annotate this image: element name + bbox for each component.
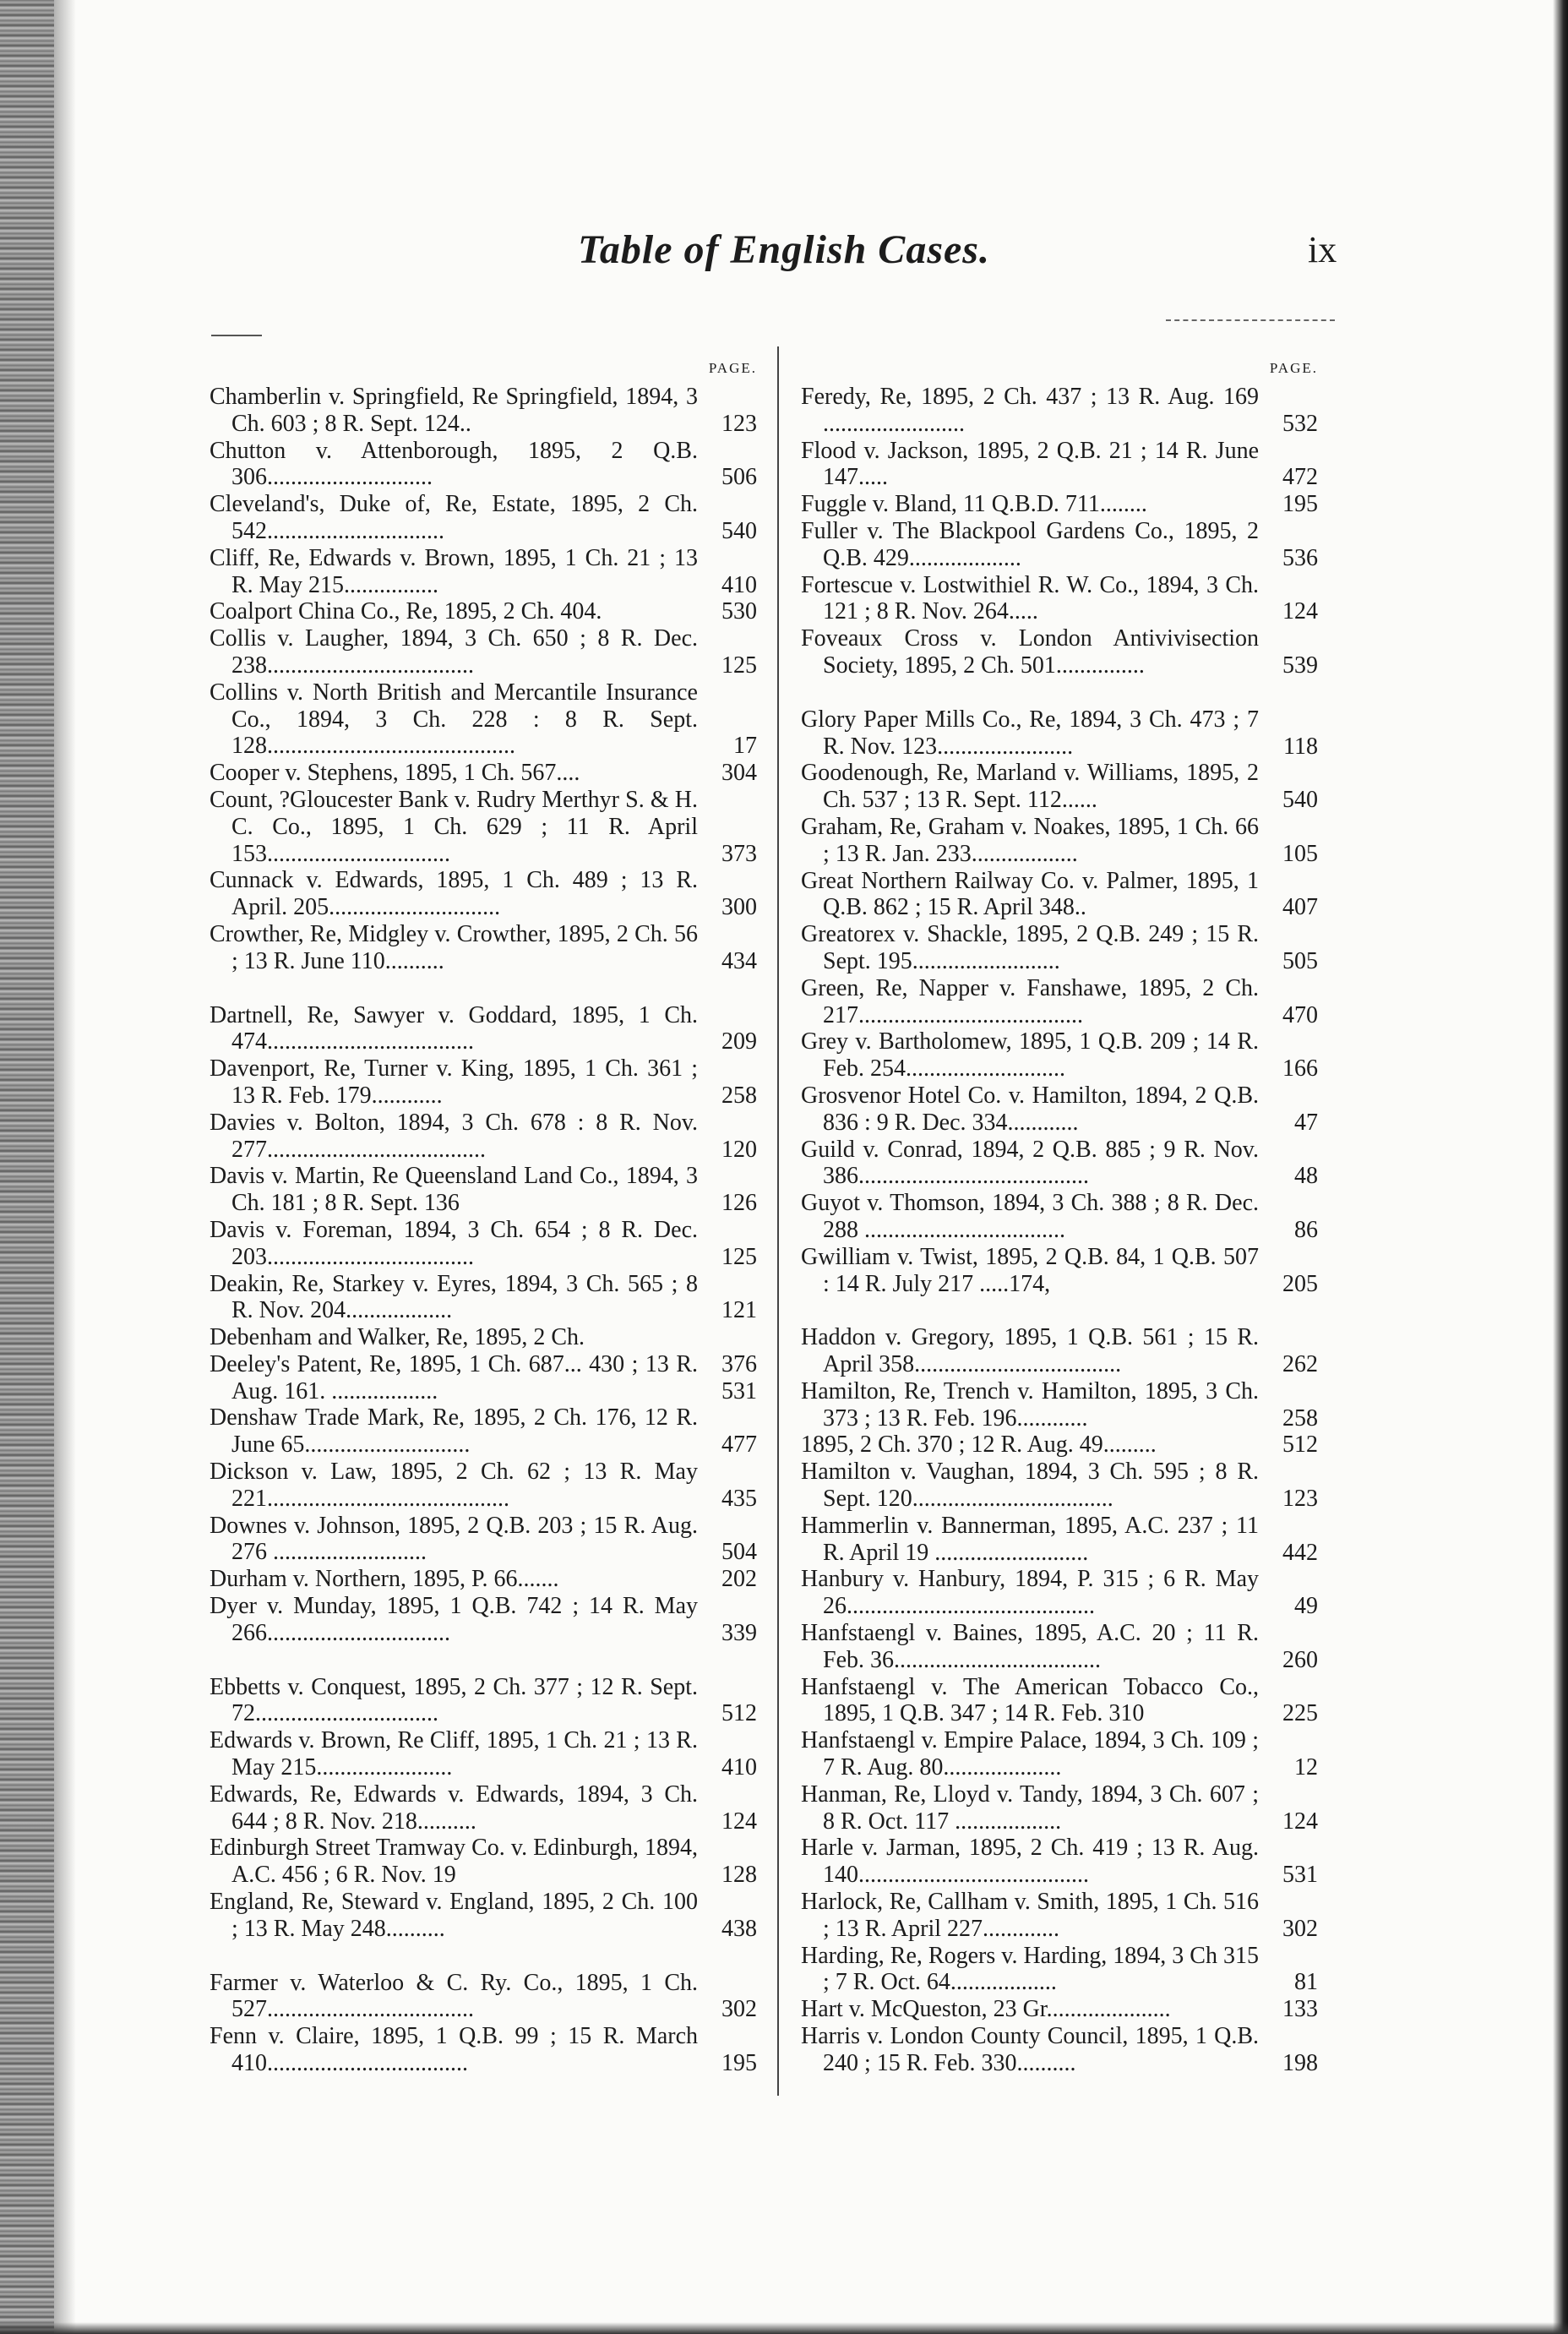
case-entry [801,1727,1318,1781]
case-entry [210,384,757,438]
case-page-number: 17 [733,733,757,760]
case-citation: Deeley's Patent, Re, 1895, 1 Ch. 687... 430 ; 13 R. Aug. 161. .................. [210,1350,698,1404]
case-citation: Goodenough, Re, Marland v. Williams, 1895, 2 Ch. 537 ; 13 R. Sept. 112...... [801,760,1259,814]
case-page-number: 120 [721,1136,757,1163]
case-citation: Edwards v. Brown, Re Cliff, 1895, 1 Ch. 21 ; 13 R. May 215....................... [210,1727,698,1781]
case-page-number: 49 [1294,1593,1318,1620]
case-page-number: 530 [721,598,757,625]
case-page-number: 540 [1282,787,1318,814]
case-entry [801,706,1318,761]
case-page-number: 260 [1282,1646,1318,1673]
scan-edge-shadow [54,0,76,2334]
case-citation: Harle v. Jarman, 1895, 2 Ch. 419 ; 13 R. Aug. 140....................................... [801,1835,1259,1889]
case-citation: Hanman, Re, Lloyd v. Tandy, 1894, 3 Ch. 607 ; 8 R. Oct. 117 .................. [801,1780,1259,1835]
case-page-number: 125 [721,1243,757,1270]
case-citation: Davies v. Bolton, 1894, 3 Ch. 678 : 8 R. Nov. 277..................................... [210,1109,698,1163]
case-entry [210,1055,757,1110]
case-citation: Harding, Re, Rogers v. Harding, 1894, 3 Ch 315 ; 7 R. Oct. 64.................. [801,1942,1259,1996]
case-page-number: 133 [1282,1996,1318,2023]
case-page-number: 470 [1282,1001,1318,1028]
case-page-number: 438 [721,1915,757,1942]
case-entry [210,625,757,679]
section-gap [210,1647,757,1674]
section-gap [801,679,1318,706]
case-citation: Greatorex v. Shackle, 1895, 2 Q.B. 249 ; 15 R. Sept. 195......................... [801,921,1259,974]
case-citation: Fuller v. The Blackpool Gardens Co., 1895, 2 Q.B. 429................... [801,517,1259,571]
case-entry [801,1620,1318,1674]
case-page-number: 300 [721,894,757,921]
case-entry [210,867,757,921]
case-entry [801,2023,1318,2077]
case-citation: Glory Paper Mills Co., Re, 1894, 3 Ch. 473 ; 7 R. Nov. 123....................... [801,706,1259,760]
case-entry [210,1727,757,1781]
case-citation: Collis v. Laugher, 1894, 3 Ch. 650 ; 8 R. Dec. 238................................... [210,625,698,679]
case-entry [210,1513,757,1567]
case-citation: Denshaw Trade Mark, Re, 1895, 2 Ch. 176, 12 R. June 65............................ [210,1404,698,1459]
case-page-number: 506 [721,464,757,491]
case-entry [801,518,1318,572]
case-entry [801,438,1318,492]
case-citation: Davis v. Martin, Re Queensland Land Co., 1894, 3 Ch. 181 ; 8 R. Sept. 136 [210,1163,698,1217]
case-entry [801,1324,1318,1378]
page-column-label: PAGE. [708,360,757,376]
case-citation: Grosvenor Hotel Co. v. Hamilton, 1894, 2 Q.B. 836 : 9 R. Dec. 334............ [801,1082,1259,1136]
case-page-number: 539 [1282,652,1318,679]
case-entry [801,868,1318,922]
case-citation: Feredy, Re, 1895, 2 Ch. 437 ; 13 R. Aug. 169 ........................ [801,384,1259,437]
case-page-number: 126 [721,1190,757,1217]
case-citation: England, Re, Steward v. England, 1895, 2 Ch. 100 ; 13 R. May 248.......... [210,1889,698,1942]
case-entry [801,760,1318,814]
case-page-number: 105 [1282,840,1318,867]
case-page-number: 81 [1294,1969,1318,1996]
case-entry [210,1889,757,1943]
case-citation: Hamilton, Re, Trench v. Hamilton, 1895, 3 Ch. 373 ; 13 R. Feb. 196............ [801,1377,1259,1431]
case-page-number: 258 [721,1082,757,1109]
case-page-number: 195 [1282,491,1318,518]
case-page-number: 121 [721,1297,757,1324]
case-entry [801,491,1318,518]
case-citation: Debenham and Walker, Re, 1895, 2 Ch. [210,1324,585,1351]
case-page-number: 512 [1282,1431,1318,1459]
case-page-number: 472 [1282,464,1318,491]
case-entry [210,438,757,492]
case-entry [801,625,1318,679]
case-entry [801,1996,1318,2023]
case-entry [801,572,1318,626]
case-page-number: 442 [1282,1539,1318,1566]
case-page-number: 258 [1282,1404,1318,1431]
case-citation: Haddon v. Gregory, 1895, 1 Q.B. 561 ; 15 R. April 358................................... [801,1324,1259,1378]
case-citation: Chutton v. Attenborough, 1895, 2 Q.B. 306............................ [210,437,698,491]
case-entry [801,1190,1318,1244]
case-entry [801,1513,1318,1567]
case-entry [210,1404,757,1459]
case-entry [801,1082,1318,1137]
case-page-number: 531 [1282,1862,1318,1889]
case-page-number: 198 [1282,2049,1318,2076]
case-citation: Fuggle v. Bland, 11 Q.B.D. 711........ [801,491,1147,518]
case-entry [801,1889,1318,1943]
case-entry [210,1593,757,1647]
case-citation: Hammerlin v. Bannerman, 1895, A.C. 237 ; 11 R. April 19 .......................... [801,1512,1259,1566]
case-entry [801,1459,1318,1513]
case-entry [210,1459,757,1513]
case-citation: Graham, Re, Graham v. Noakes, 1895, 1 Ch. 66 ; 13 R. Jan. 233.................. [801,813,1259,867]
case-citation: Cliff, Re, Edwards v. Brown, 1895, 1 Ch. 21 ; 13 R. May 215................ [210,544,698,598]
case-citation: Dickson v. Law, 1895, 2 Ch. 62 ; 13 R. May 221......................................... [210,1459,698,1512]
case-entry [801,814,1318,868]
case-page-number: 505 [1282,947,1318,974]
case-page-number: 123 [1282,1486,1318,1513]
case-citation: Harris v. London County Council, 1895, 1 Q.B. 240 ; 15 R. Feb. 330.......... [801,2023,1259,2076]
case-entry [801,1137,1318,1191]
case-page-number: 12 [1294,1754,1318,1781]
case-entry [210,679,757,760]
case-citation: Fortescue v. Lostwithiel R. W. Co., 1894, 3 Ch. 121 ; 8 R. Nov. 264..... [801,571,1259,625]
page-number: ix [1308,229,1337,270]
case-citation: Foveaux Cross v. London Antivivisection Society, 1895, 2 Ch. 501............... [801,625,1259,679]
case-entry [210,1674,757,1728]
right-entries [801,384,1318,2077]
case-citation: Ebbetts v. Conquest, 1895, 2 Ch. 377 ; 12 R. Sept. 72............................... [210,1673,698,1727]
case-page-number: 195 [721,2050,757,2077]
case-citation: Edinburgh Street Tramway Co. v. Edinburgh, 1894, A.C. 456 ; 6 R. Nov. 19 [210,1835,698,1889]
case-citation: Deakin, Re, Starkey v. Eyres, 1894, 3 Ch. 565 ; 8 R. Nov. 204.................. [210,1270,698,1324]
case-entry [801,1674,1318,1728]
case-page-number: 435 [721,1485,757,1512]
case-citation: Farmer v. Waterloo & C. Ry. Co., 1895, 1 Ch. 527................................... [210,1969,698,2023]
case-entry [210,1351,757,1405]
case-entry [210,921,757,975]
case-citation: Hart v. McQueston, 23 Gr..................... [801,1996,1171,2023]
case-entry [210,787,757,867]
case-page-number: 532 [1282,410,1318,437]
case-page-number: 262 [1282,1351,1318,1378]
case-entry [210,598,757,625]
case-page-number: 118 [1283,733,1318,760]
case-citation: Cleveland's, Duke of, Re, Estate, 1895, 2 Ch. 542.............................. [210,491,698,544]
case-entry [210,491,757,545]
case-citation: Hanbury v. Hanbury, 1894, P. 315 ; 6 R. May 26.......................................... [801,1566,1259,1620]
page-title: Table of English Cases. [578,227,990,272]
header-rule-right [1166,319,1335,321]
case-citation: Durham v. Northern, 1895, P. 66....... [210,1566,559,1593]
scan-edge-bottom [0,2322,1568,2334]
case-page-number: 302 [1282,1915,1318,1942]
case-page-number: 225 [1282,1700,1318,1727]
column-divider [777,346,779,2096]
case-page-number: 47 [1294,1109,1318,1136]
case-page-number: 86 [1294,1216,1318,1243]
case-page-number: 434 [721,947,757,974]
case-entry [210,1271,757,1325]
case-citation: Green, Re, Napper v. Fanshawe, 1895, 2 Ch. 217...................................... [801,974,1259,1028]
case-entry [210,1217,757,1271]
case-citation: Hamilton v. Vaughan, 1894, 3 Ch. 595 ; 8 R. Sept. 120.................................. [801,1459,1259,1513]
case-entry [210,1110,757,1164]
case-citation: Hanfstaengl v. Empire Palace, 1894, 3 Ch. 109 ; 7 R. Aug. 80.................... [801,1727,1259,1781]
case-page-number: 205 [1282,1270,1318,1297]
case-entry [801,1244,1318,1298]
case-page-number: 124 [1282,598,1318,625]
case-citation: Guild v. Conrad, 1894, 2 Q.B. 885 ; 9 R. Nov. 386....................................... [801,1136,1259,1190]
case-citation: Edwards, Re, Edwards v. Edwards, 1894, 3 Ch. 644 ; 8 R. Nov. 218.......... [210,1780,698,1835]
case-entry [210,1324,757,1351]
case-page-number: 407 [1282,894,1318,921]
case-page-number: 540 [721,517,757,544]
case-citation: Harlock, Re, Callham v. Smith, 1895, 1 Ch. 516 ; 13 R. April 227............. [801,1889,1259,1942]
left-entries [210,384,757,2077]
section-gap [801,1297,1318,1324]
case-entry [801,1781,1318,1835]
header-rule-left [211,335,262,336]
case-citation: Cunnack v. Edwards, 1895, 1 Ch. 489 ; 13 R. April. 205............................. [210,867,698,921]
case-citation: Count, ?Gloucester Bank v. Rudry Merthyr S. & H. C. Co., 1895, 1 Ch. 629 ; 11 R. April 153............................... [210,786,698,867]
case-citation: Hanfstaengl v. Baines, 1895, A.C. 20 ; 11 R. Feb. 36................................... [801,1620,1259,1673]
case-entry [210,545,757,599]
case-citation: Davis v. Foreman, 1894, 3 Ch. 654 ; 8 R. Dec. 203................................... [210,1216,698,1270]
case-citation: Great Northern Railway Co. v. Palmer, 1895, 1 Q.B. 862 ; 15 R. April 348.. [801,867,1259,921]
case-citation: Downes v. Johnson, 1895, 2 Q.B. 203 ; 15 R. Aug. 276 .......................... [210,1512,698,1566]
case-citation: Crowther, Re, Midgley v. Crowther, 1895, 2 Ch. 56 ; 13 R. June 110.......... [210,920,698,974]
scan-edge-left [0,0,54,2334]
case-citation: Coalport China Co., Re, 1895, 2 Ch. 404. [210,598,602,625]
case-entry [801,1835,1318,1889]
case-citation: Guyot v. Thomson, 1894, 3 Ch. 388 ; 8 R. Dec. 288 .................................. [801,1190,1259,1243]
case-page-number: 123 [721,410,757,437]
case-page-number: 504 [721,1539,757,1566]
case-page-number: 166 [1282,1055,1318,1082]
case-page-number: 304 [721,760,757,787]
case-page-number: 124 [1282,1808,1318,1835]
case-entry [801,384,1318,438]
case-page-number: 209 [721,1028,757,1055]
case-entry [210,2023,757,2077]
case-citation: Cooper v. Stephens, 1895, 1 Ch. 567.... [210,760,580,787]
case-entry [210,1970,757,2024]
case-page-number: 339 [721,1619,757,1646]
case-citation: 1895, 2 Ch. 370 ; 12 R. Aug. 49......... [801,1431,1157,1459]
section-gap [210,975,757,1002]
case-page-number: 128 [721,1862,757,1889]
case-page-number: 410 [721,1754,757,1781]
case-entry [801,1566,1318,1620]
left-column [210,353,757,2077]
case-page-number: 202 [721,1566,757,1593]
case-citation: Collins v. North British and Mercantile Insurance Co., 1894, 3 Ch. 228 : 8 R. Sept. 128.......................................... [210,679,698,760]
case-citation: Grey v. Bartholomew, 1895, 1 Q.B. 209 ; 14 R. Feb. 254........................... [801,1028,1259,1082]
section-gap [210,1943,757,1970]
scan-edge-right [1553,0,1568,2334]
case-page-number: 48 [1294,1163,1318,1190]
case-entry [801,1431,1318,1459]
case-entry [210,1163,757,1217]
case-citation: Flood v. Jackson, 1895, 2 Q.B. 21 ; 14 R. June 147..... [801,437,1259,491]
case-citation: Dartnell, Re, Sawyer v. Goddard, 1895, 1 Ch. 474................................... [210,1001,698,1055]
case-citation: Dyer v. Munday, 1895, 1 Q.B. 742 ; 14 R. May 266............................... [210,1593,698,1646]
case-entry [210,760,757,787]
case-entry [210,1002,757,1056]
case-page-number: 124 [721,1808,757,1835]
case-page-number: 376 [721,1350,757,1377]
case-entry [801,975,1318,1029]
case-page-number: 531 [721,1377,757,1404]
page-column-label: PAGE. [1269,360,1318,376]
case-entry [210,1566,757,1593]
case-page-number: 410 [721,571,757,598]
case-entry [801,1943,1318,1997]
case-citation: Fenn v. Claire, 1895, 1 Q.B. 99 ; 15 R. March 410.................................. [210,2023,698,2077]
case-citation: Chamberlin v. Springfield, Re Springfield, 1894, 3 Ch. 603 ; 8 R. Sept. 124.. [210,384,698,437]
case-page-number: 302 [721,1996,757,2023]
case-entry [801,1028,1318,1082]
case-citation: Gwilliam v. Twist, 1895, 2 Q.B. 84, 1 Q.B. 507 : 14 R. July 217 .....174, [801,1243,1259,1297]
case-entry [801,921,1318,975]
right-column [801,353,1318,2077]
case-page-number: 373 [721,840,757,867]
case-entry [210,1781,757,1835]
case-entry [801,1378,1318,1432]
case-page-number: 125 [721,652,757,679]
case-citation: Davenport, Re, Turner v. King, 1895, 1 Ch. 361 ; 13 R. Feb. 179............ [210,1055,698,1109]
case-page-number: 477 [721,1431,757,1459]
case-entry [210,1835,757,1889]
case-citation: Hanfstaengl v. The American Tobacco Co., 1895, 1 Q.B. 347 ; 14 R. Feb. 310 [801,1673,1259,1727]
case-page-number: 512 [721,1700,757,1727]
case-page-number: 536 [1282,544,1318,571]
